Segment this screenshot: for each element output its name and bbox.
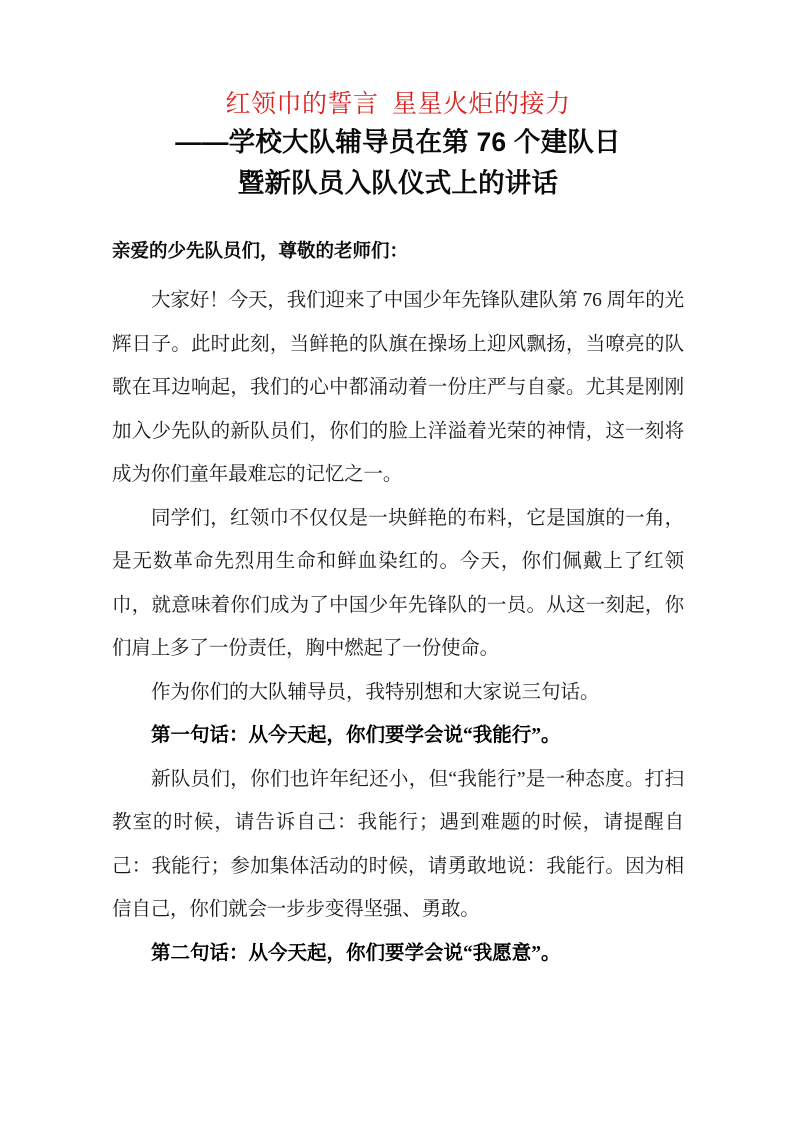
document-subtitle-line-1: ——学校大队辅导员在第 76 个建队日 xyxy=(175,127,621,157)
document-title-red: 红领巾的誓言 星星火炬的接力 xyxy=(225,91,571,118)
salutation: 亲爱的少先队员们，尊敬的老师们： xyxy=(112,240,409,261)
body-heading-second-sentence: 第二句话：从今天起，你们要学会说“我愿意”。 xyxy=(151,942,561,964)
document-subtitle-line-2: 暨新队员入队仪式上的讲话 xyxy=(237,168,559,198)
body-heading-first-sentence: 第一句话：从今天起，你们要学会说“我能行”。 xyxy=(151,725,561,746)
body-paragraph-4: 新队员们，你们也许年纪还小，但“我能行”是一种态度。打扫教室的时候，请告诉自己：我能行；遇到难题的时候，请提醒自己：我能行；参加集体活动的时候，请勇敢地说：我能行。因为相信自己，你们就会一步步变得坚强、勇敢。 xyxy=(112,768,684,920)
body-paragraph-1: 大家好！今天，我们迎来了中国少年先锋队建队第 76 周年的光辉日子。此时此刻，当鲜艳的队旗在操场上迎风飘扬，当嘹亮的队歌在耳边响起，我们的心中都涌动着一份庄严与自豪。尤其是刚刚加入少先队的新队员们，你们的脸上洋溢着光荣的神情，这一刻将成为你们童年最难忘的记忆之一。 xyxy=(112,290,684,485)
title-block xyxy=(112,88,684,203)
body-paragraph-2: 同学们，红领巾不仅仅是一块鲜艳的布料，它是国旗的一角，是无数革命先烈用生命和鲜血染红的。今天，你们佩戴上了红领巾，就意味着你们成为了中国少年先锋队的一员。从这一刻起，你们肩上多了一份责任，胸中燃起了一份使命。 xyxy=(112,507,684,659)
document-content xyxy=(112,0,684,975)
body-paragraph-3: 作为你们的大队辅导员，我特别想和大家说三句话。 xyxy=(151,681,600,703)
